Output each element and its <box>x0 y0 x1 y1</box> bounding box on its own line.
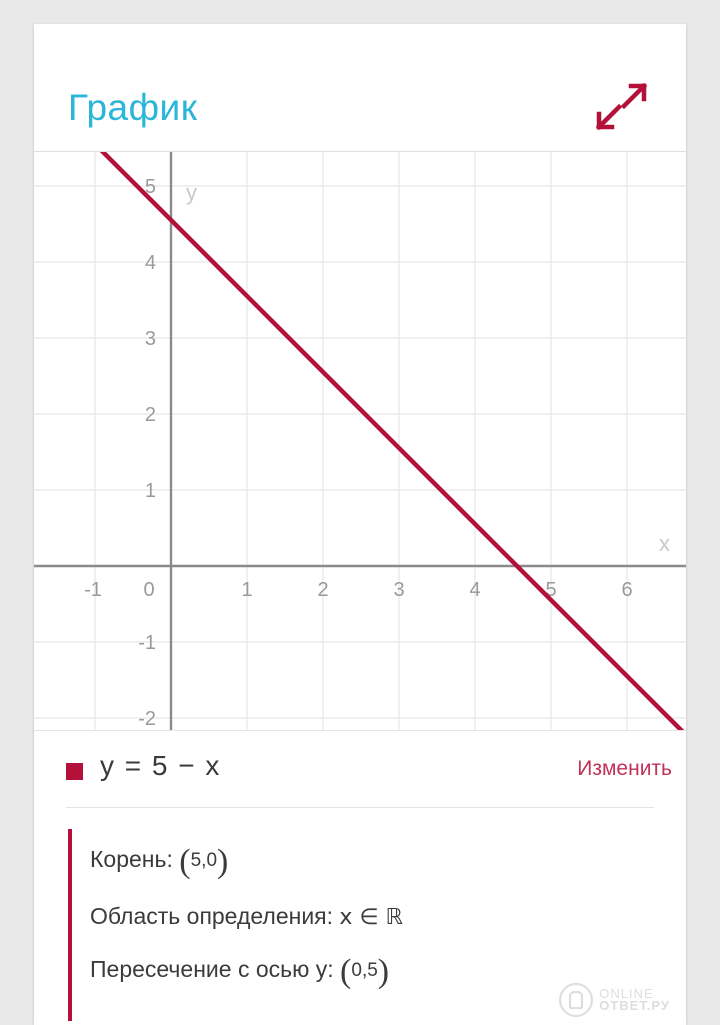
svg-text:3: 3 <box>144 328 156 350</box>
svg-text:-1: -1 <box>84 579 102 601</box>
y-axis-letter: y <box>186 180 197 205</box>
fact-root-open: ( <box>179 843 191 880</box>
svg-text:3: 3 <box>393 579 405 601</box>
svg-text:6: 6 <box>621 579 633 601</box>
expand-arrows-icon[interactable] <box>594 82 648 132</box>
fact-domain-label: Область определения: <box>90 903 334 929</box>
edit-button[interactable]: Изменить <box>577 757 672 780</box>
plot-area[interactable] <box>34 152 686 730</box>
fact-root-label: Корень: <box>90 846 173 872</box>
legend-divider <box>66 807 654 808</box>
svg-text:-1: -1 <box>138 632 156 654</box>
svg-text:2: 2 <box>144 404 156 426</box>
svg-text:1: 1 <box>144 480 156 502</box>
watermark-text <box>599 985 670 1013</box>
page-title: График <box>68 87 198 128</box>
graph-svg <box>34 152 686 730</box>
facts-section <box>34 809 686 1003</box>
fact-domain <box>90 893 686 943</box>
legend-row <box>34 730 686 809</box>
svg-text:2: 2 <box>317 579 329 601</box>
fact-root-sep: , <box>201 850 207 871</box>
svg-text:4: 4 <box>469 579 481 601</box>
fact-y-x: 0 <box>351 960 362 981</box>
fact-y-intercept-label: Пересечение с осью y: <box>90 956 334 982</box>
equation-label: y = 5 − x <box>100 750 221 781</box>
watermark-line1: ONLINE <box>599 985 654 1001</box>
fact-root-x: 5 <box>190 850 202 871</box>
svg-text:1: 1 <box>241 579 253 601</box>
x-axis-letter: x <box>659 531 670 556</box>
watermark-line2: ОТВЕТ.РУ <box>599 998 670 1013</box>
fact-y-sep: , <box>361 960 368 981</box>
facts-accent-bar <box>68 829 72 1021</box>
card-header <box>34 24 686 152</box>
svg-text:0: 0 <box>143 579 155 601</box>
svg-text:5: 5 <box>144 176 156 198</box>
svg-text:5: 5 <box>545 579 557 601</box>
fact-root-y: 0 <box>206 850 218 871</box>
fact-domain-value: x ∈ ℝ <box>339 905 404 930</box>
fact-y-close: ) <box>377 953 390 990</box>
bulb-icon <box>559 983 593 1017</box>
watermark <box>559 983 670 1017</box>
fact-y-open: ( <box>340 953 352 990</box>
fact-root <box>90 833 686 893</box>
fact-root-close: ) <box>217 843 229 880</box>
svg-text:-2: -2 <box>138 708 156 730</box>
series-color-swatch <box>66 763 83 780</box>
graph-card <box>34 24 686 1025</box>
svg-text:4: 4 <box>144 252 156 274</box>
fact-y-y: 5 <box>367 960 378 981</box>
